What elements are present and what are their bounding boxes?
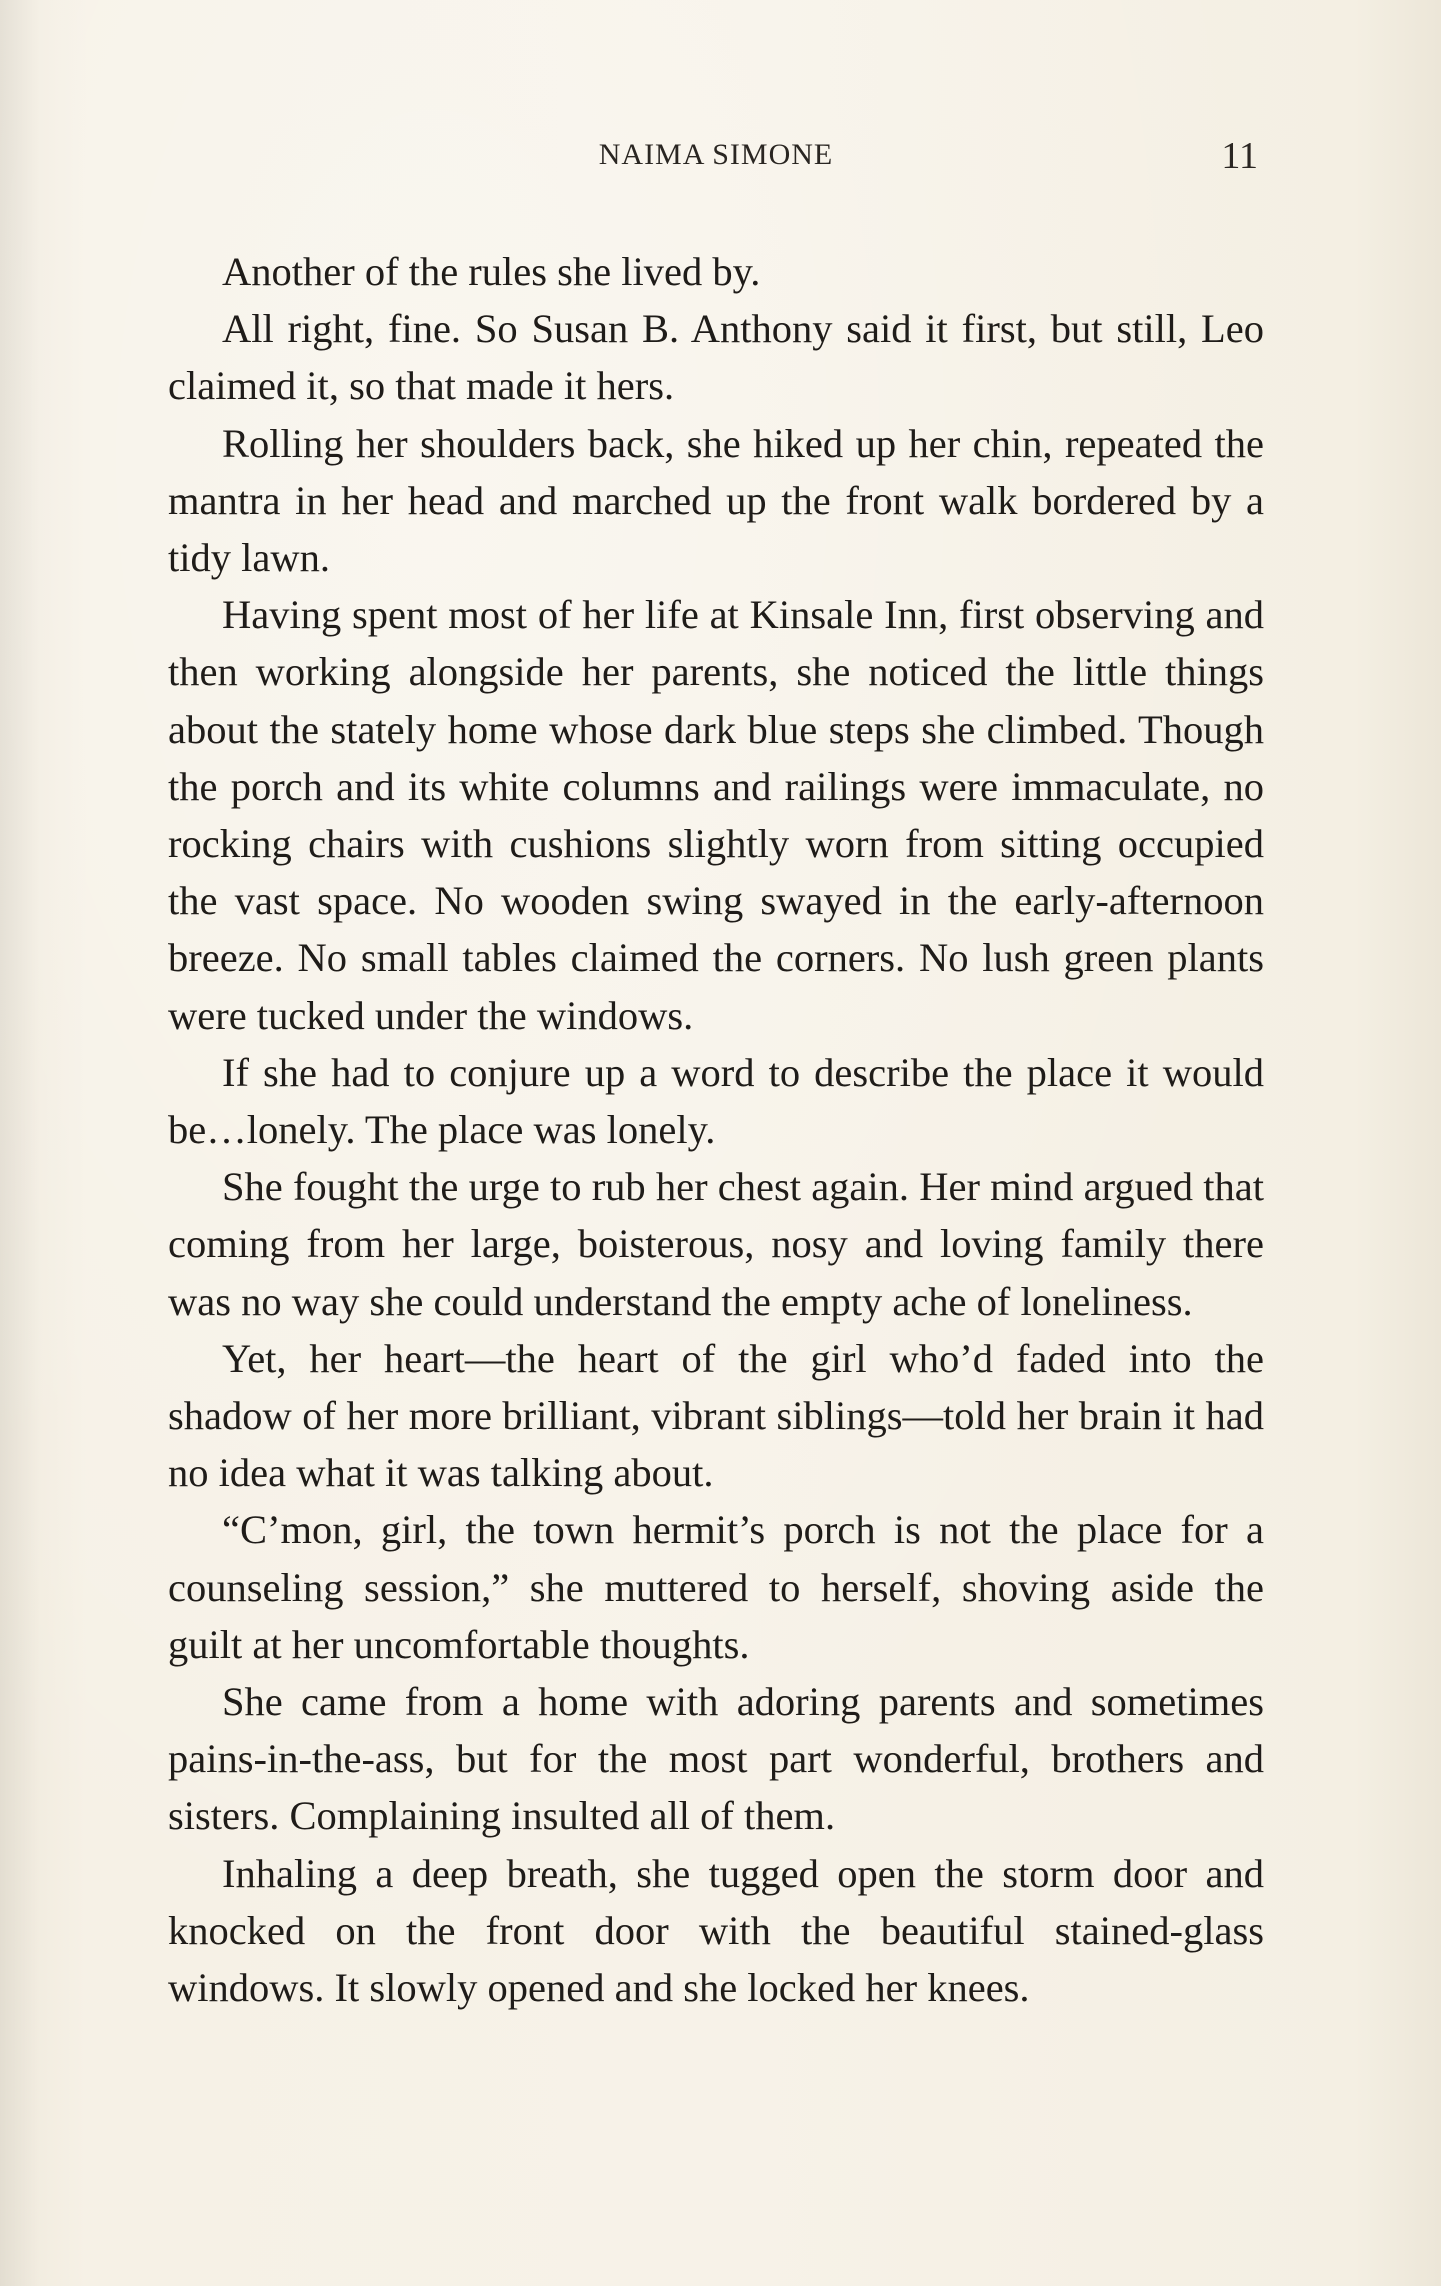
paragraph: Yet, her heart—the heart of the girl who’d faded into the shadow of her more brilliant, vibrant siblings—told her brain it had no idea what it was talking about.: [168, 1335, 1264, 1496]
paragraph: Rolling her shoulders back, she hiked up her chin, repeated the mantra in her head and marched up the front walk bordered by a tidy lawn.: [168, 420, 1264, 581]
running-head-author: NAIMA SIMONE: [598, 138, 834, 171]
body-text: [168, 243, 1264, 2016]
paragraph: Inhaling a deep breath, she tugged open the storm door and knocked on the front door with the beautiful stained-glass windows. It slowly opened and she locked her knees.: [168, 1850, 1264, 2011]
paragraph: “C’mon, girl, the town hermit’s porch is not the place for a counseling session,” she muttered to herself, shoving aside the guilt at her uncomfortable thoughts.: [168, 1507, 1264, 1667]
paragraph: All right, fine. So Susan B. Anthony said it first, but still, Leo claimed it, so that made it hers.: [168, 306, 1264, 409]
paragraph: She fought the urge to rub her chest again. Her mind argued that coming from her large, boisterous, nosy and loving family there was no way she could understand the empty ache of loneliness.: [168, 1164, 1264, 1324]
paragraph: Having spent most of her life at Kinsale Inn, first observing and then working alongside her parents, she noticed the little things about the stately home whose dark blue steps she climbed. Though the porch and its white columns and railings were immaculate, no rocking chairs with cushions slightly worn from sitting occupied the vast space. No wooden swing swayed in the early-afternoon breeze. No small tables claimed the corners. No lush green plants were tucked under the windows.: [168, 592, 1264, 1038]
paragraph: She came from a home with adoring parents and sometimes pains-in-the-ass, but for the most part wonderful, brothers and sisters. Complaining insulted all of them.: [168, 1679, 1264, 1839]
page-header: [168, 134, 1264, 182]
paragraph: Another of the rules she lived by.: [222, 249, 761, 294]
paragraph: If she had to conjure up a word to describe the place it would be…lonely. The place was lonely.: [168, 1049, 1264, 1153]
page-fold-shadow: [0, 0, 40, 2286]
page-number: 11: [1221, 135, 1258, 177]
